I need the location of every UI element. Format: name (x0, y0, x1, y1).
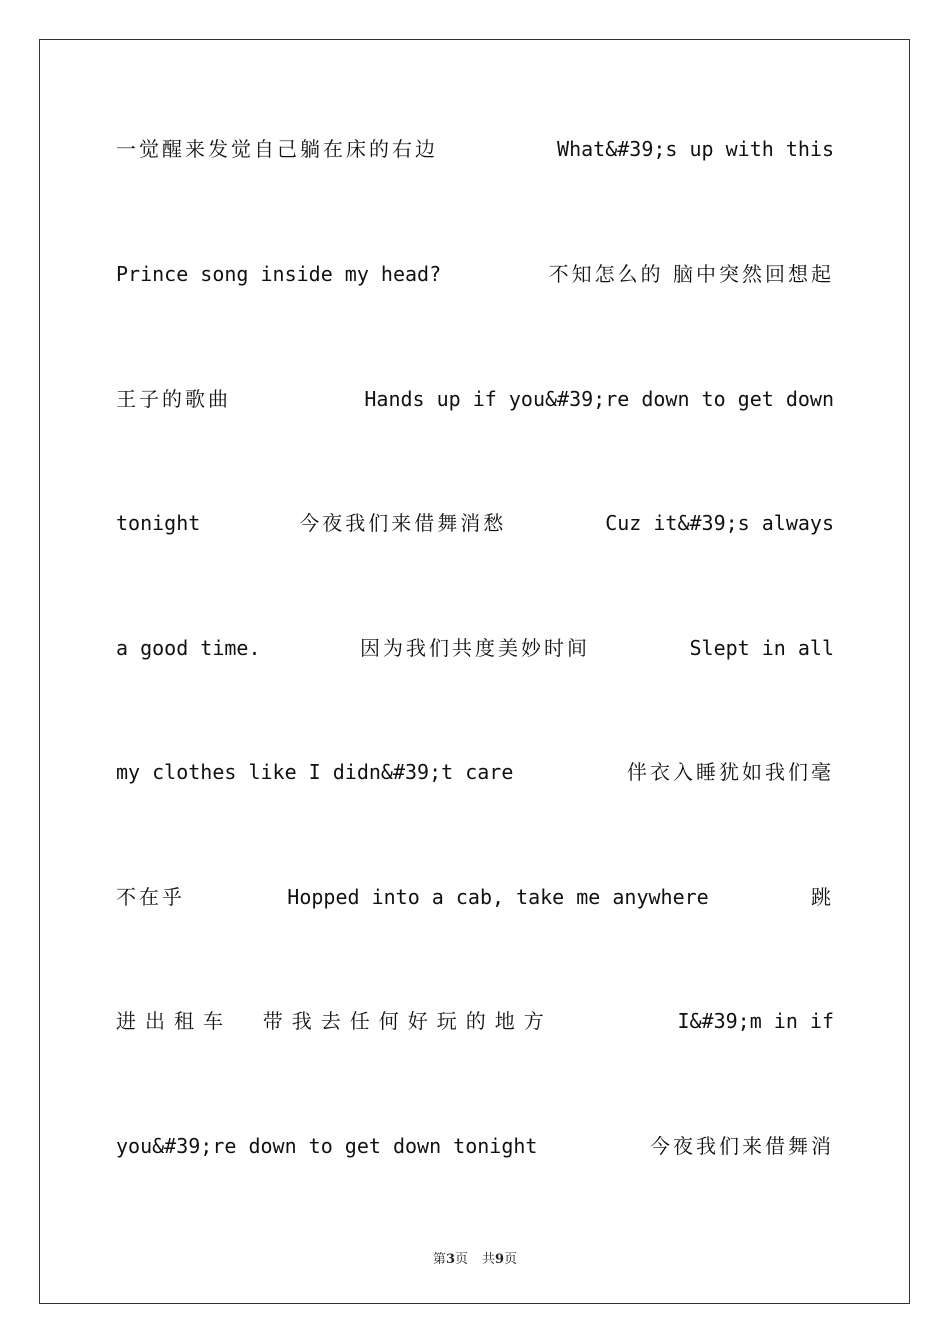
line-7-right: 跳 (811, 885, 834, 909)
line-4-left: tonight (116, 511, 201, 535)
text-line-8 (116, 1006, 834, 1036)
total-page-number: 9 (495, 1252, 505, 1267)
page-prefix: 第 (432, 1252, 446, 1267)
total-suffix: 页 (504, 1252, 518, 1267)
text-line-7 (116, 882, 834, 912)
line-5-left: a good time. (116, 636, 261, 660)
line-3-right: Hands up if you&#39;re down to get down (364, 387, 834, 411)
text-line-2 (116, 259, 834, 289)
current-page-number: 3 (445, 1252, 455, 1267)
page-footer (0, 1248, 950, 1267)
line-3-left: 王子的歌曲 (116, 387, 231, 411)
line-8-right: I&#39;m in if (677, 1009, 834, 1033)
page-frame (39, 39, 910, 1304)
line-2-right: 不知怎么的 脑中突然回想起 (548, 262, 834, 286)
line-5-right: Slept in all (689, 636, 834, 660)
line-8-left: 进出租车 带我去任何好玩的地方 (116, 1009, 553, 1033)
line-6-left: my clothes like I didn&#39;t care (116, 760, 514, 784)
text-line-6 (116, 757, 834, 787)
line-7-left: 不在乎 (116, 885, 185, 909)
line-9-right: 今夜我们来借舞消 (650, 1134, 834, 1158)
text-line-3 (116, 384, 834, 414)
line-6-right: 伴衣入睡犹如我们毫 (627, 760, 834, 784)
line-4-middle: 今夜我们来借舞消愁 (299, 511, 507, 535)
line-7-middle: Hopped into a cab, take me anywhere (287, 885, 709, 909)
total-prefix: 共 (482, 1252, 496, 1267)
line-1-right: What&#39;s up with this (557, 137, 834, 161)
text-line-5 (116, 633, 834, 663)
page-suffix: 页 (454, 1252, 468, 1267)
text-line-1 (116, 134, 834, 164)
text-line-4 (116, 508, 834, 538)
line-2-left: Prince song inside my head? (116, 262, 442, 286)
line-5-middle: 因为我们共度美妙时间 (360, 636, 590, 660)
line-4-right: Cuz it&#39;s always (605, 511, 834, 535)
line-1-left: 一觉醒来发觉自己躺在床的右边 (116, 137, 438, 161)
text-line-9 (116, 1131, 834, 1161)
line-9-left: you&#39;re down to get down tonight (116, 1134, 538, 1158)
